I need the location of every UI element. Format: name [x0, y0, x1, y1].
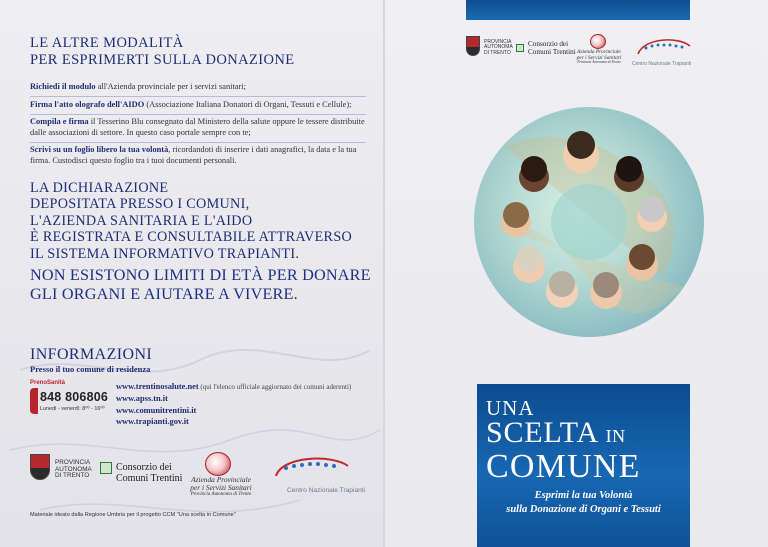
heading-line: IL SISTEMA INFORMATIVO TRAPIANTI.	[30, 245, 300, 262]
logo-line: Provincia Autonoma di Trento	[577, 60, 621, 65]
link-url[interactable]: www.comunitrentini.it	[116, 405, 197, 415]
credit-note: Materiale ideato dalla Regione Umbria per il progetto CCM "Una scelta in Comune"	[30, 512, 236, 518]
link-url[interactable]: www.trentinosalute.net	[116, 382, 199, 391]
link-item	[116, 393, 351, 404]
item-bold: Compila e firma	[30, 117, 89, 126]
heading-line: LA DICHIARAZIONE	[30, 180, 169, 196]
divider	[30, 142, 366, 143]
heading-line: GLI ORGANI E AIUTARE A VIVERE.	[30, 284, 298, 303]
logo-line: per i Servizi Sanitari	[190, 482, 252, 492]
list-item	[30, 82, 366, 93]
link-item	[116, 416, 351, 427]
item-bold: Richiedi il modulo	[30, 82, 96, 91]
link-item	[116, 381, 351, 393]
list-item	[30, 145, 366, 166]
cover-tagline: sulla Donazione di Organi e Tessuti	[506, 504, 661, 515]
consorzio-icon	[516, 44, 524, 52]
cnt-logo-icon	[272, 452, 352, 486]
logo-line: Azienda Provinciale	[577, 49, 621, 55]
logo-line: DI TRENTO	[55, 472, 90, 480]
provincia-logo-text	[55, 460, 92, 480]
title-word: SCELTA	[486, 416, 598, 449]
people-circle-image	[474, 107, 704, 337]
info-subtitle: Presso il tuo comune di residenza	[30, 364, 151, 374]
item-text: all'Azienda provinciale per i servizi sanitari;	[95, 82, 246, 91]
link-url[interactable]: www.apss.tn.it	[116, 394, 168, 404]
item-bold: Firma l'atto olografo dell'AIDO	[30, 100, 145, 109]
logo-line: DI TRENTO	[484, 49, 511, 56]
divider	[30, 114, 366, 115]
cnt-logo-text: Centro Nazionale Trapianti	[632, 61, 692, 67]
cover-title-comune: COMUNE	[486, 448, 641, 485]
logo-line: Provincia Autonoma di Trento	[190, 491, 252, 497]
logo-line: per i Servizi Sanitari	[576, 54, 622, 61]
phone-icon	[30, 388, 38, 414]
item-bold: Scrivi su un foglio libero la tua volontà	[30, 145, 169, 154]
section-heading-modalita	[30, 35, 294, 69]
divider	[30, 96, 366, 97]
logo-line: PROVINCIA	[484, 39, 512, 45]
item-text: il Tesserino Blu consegnato dal Ministero della salute oppure le tessere distribuite dalle associazioni di settore. In questo caso portale sempre con te;	[30, 117, 365, 137]
phone-box	[30, 380, 110, 420]
logo-line: Azienda Provinciale	[191, 475, 251, 484]
cnt-logo-text: Centro Nazionale Trapianti	[287, 487, 366, 494]
logo-line: Comuni Trentini	[528, 47, 576, 56]
cover-title-una: UNA	[486, 396, 535, 420]
phone-number[interactable]: 848 806806	[40, 390, 109, 404]
section-heading-dichiarazione	[30, 180, 352, 262]
link-item	[116, 405, 351, 416]
provincia-crest-icon	[466, 36, 480, 56]
heading-line: L'AZIENDA SANITARIA E L'AIDO	[30, 212, 253, 229]
heading-line: È REGISTRATA E CONSULTABILE ATTRAVERSO	[30, 229, 353, 246]
list-item	[30, 100, 366, 111]
consorzio-logo-text	[116, 463, 182, 484]
azienda-sanitaria-icon	[205, 452, 231, 476]
logo-line: Consorzio dei	[528, 40, 569, 48]
consorzio-logo-text	[528, 41, 576, 56]
cnt-logo-icon	[636, 36, 692, 60]
logo-line: Comuni Trentini	[116, 472, 183, 484]
title-word-small: IN	[605, 426, 626, 446]
azienda-sanitaria-icon	[590, 34, 606, 49]
info-title: INFORMAZIONI	[30, 346, 153, 363]
heading-line: LE ALTRE MODALITÀ	[30, 35, 184, 51]
consorzio-icon	[100, 462, 112, 474]
heading-line: NON ESISTONO LIMITI DI ETÀ PER DONARE	[30, 266, 371, 284]
azienda-logo-text	[185, 476, 257, 497]
heading-line: DEPOSITATA PRESSO I COMUNI,	[30, 196, 250, 213]
logo-line: AUTONOMA	[55, 465, 92, 473]
logo-line: AUTONOMA	[484, 44, 513, 51]
list-item	[30, 117, 366, 138]
phone-hours: Lunedì - venerdì: 8⁰⁰ - 16⁰⁰	[40, 406, 105, 412]
cover-top-band	[466, 0, 690, 20]
cover-title-scelta	[486, 416, 626, 450]
section-heading-limiti	[30, 266, 371, 303]
azienda-logo-text	[572, 50, 626, 65]
logo-line: PROVINCIA	[55, 459, 91, 466]
provincia-logo-text	[484, 40, 513, 56]
item-text: (Associazione Italiana Donatori di Organi, Tessuti e Cellule);	[144, 100, 352, 109]
heading-line: PER ESPRIMERTI SULLA DONAZIONE	[30, 52, 295, 68]
cover-tagline: Esprimi la tua Volontà	[534, 490, 633, 501]
link-url[interactable]: www.trapianti.gov.it	[116, 416, 189, 426]
globe-illustration	[474, 107, 704, 337]
logo-line: Consorzio dei	[116, 462, 172, 473]
links-list	[116, 381, 351, 427]
phone-service-name: PrenoSanità	[30, 380, 66, 386]
provincia-crest-icon	[30, 454, 50, 480]
item-text: , ricordandoti di inserire i dati anagrafici, la data e la tua firma. Custodisci questo foglio tra i tuoi documenti personali.	[30, 145, 357, 165]
link-note: (qui l'elenco ufficiale aggiornato dei comuni aderenti)	[198, 383, 352, 391]
